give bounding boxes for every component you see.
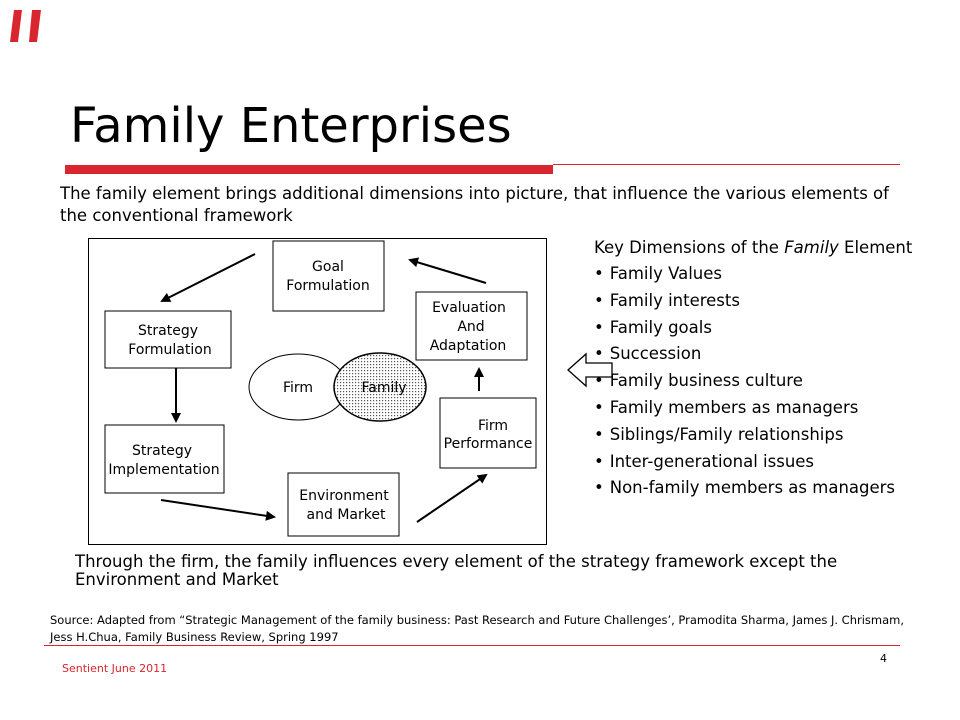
brand-logo-icon	[8, 8, 44, 48]
environment-line-1: Environment	[299, 488, 389, 504]
key-dimension-label: Succession	[609, 344, 702, 364]
page-number: 4	[880, 652, 887, 665]
arrow-goal-to-strategy	[162, 254, 255, 301]
bullet-marker: •	[594, 290, 604, 310]
bullet-marker: •	[594, 424, 604, 444]
key-dimensions-list	[594, 263, 914, 499]
strategy-implementation-line-2: Implementation	[108, 462, 220, 478]
environment-market-box	[288, 473, 399, 536]
footer-text: Sentient June 2011	[62, 662, 168, 675]
family-label: Family	[361, 380, 407, 396]
firm-performance-box	[440, 398, 536, 468]
left-arrow-icon	[566, 350, 614, 394]
key-dimension-item	[594, 451, 914, 473]
bullet-marker: •	[594, 371, 604, 391]
goal-formulation-box	[273, 241, 384, 311]
title-underline-accent	[65, 165, 553, 174]
evaluation-line-1: Evaluation	[432, 300, 506, 316]
strategy-framework-diagram	[88, 238, 548, 552]
environment-line-2: and Market	[306, 507, 386, 523]
goal-line-2: Formulation	[286, 278, 370, 294]
bullet-marker: •	[594, 451, 604, 471]
arrow-evaluation-to-goal	[410, 260, 486, 283]
bullet-marker: •	[594, 344, 604, 364]
strategy-implementation-box	[105, 425, 224, 493]
key-dimension-label: Family interests	[609, 290, 740, 310]
bullet-marker: •	[594, 478, 604, 498]
strategy-formulation-line-2: Formulation	[128, 342, 212, 358]
key-dimension-item	[594, 370, 914, 392]
key-dimension-label: Inter-generational issues	[609, 451, 815, 471]
strategy-formulation-line-1: Strategy	[138, 323, 198, 339]
bullet-marker: •	[594, 397, 604, 417]
firm-family-venn	[249, 353, 426, 421]
bullet-marker: •	[594, 264, 604, 283]
intro-text: The family element brings additional dimensions into picture, that influence the various elements of the conventional framework	[60, 184, 889, 225]
source-citation: Source: Adapted from “Strategic Management of the family business: Past Research and Future Challenges’, Pramodita Sharma, James J. Chrismam, Jess H.Chua, Family Business Review, Spring 1997	[50, 613, 905, 644]
key-dimension-item	[594, 290, 914, 312]
goal-line-1: Goal	[312, 259, 344, 275]
strategy-implementation-line-1: Strategy	[132, 443, 192, 459]
bullet-marker: •	[594, 317, 604, 337]
footer-rule	[44, 645, 900, 646]
key-dimension-item	[594, 317, 914, 339]
evaluation-adaptation-box	[416, 292, 527, 360]
key-dimension-item	[594, 343, 914, 365]
page-title: Family Enterprises	[70, 98, 512, 154]
arrow-implementation-to-environment	[161, 500, 274, 517]
evaluation-line-2: And	[457, 319, 485, 335]
key-dimension-label: Family members as managers	[609, 397, 859, 417]
firm-label: Firm	[282, 380, 314, 396]
evaluation-line-3: Adaptation	[429, 338, 507, 354]
key-dimension-label: Family goals	[609, 317, 712, 337]
arrow-environment-to-performance	[417, 475, 486, 522]
key-dimension-label: Family Values	[609, 264, 722, 283]
conclusion-text: Through the firm, the family influences every element of the strategy framework except the Environment and Market	[75, 552, 838, 589]
firm-performance-line-2: Performance	[443, 436, 533, 452]
key-dimensions-heading: Key Dimensions of the Family Element	[594, 238, 913, 257]
key-dimension-item	[594, 397, 914, 419]
key-dimension-item	[594, 477, 914, 499]
key-dimension-item	[594, 263, 914, 285]
firm-performance-line-1: Firm	[477, 418, 509, 434]
strategy-formulation-box	[105, 311, 231, 368]
title-underline-rule	[553, 164, 900, 165]
key-dimension-label: Non-family members as managers	[609, 478, 896, 498]
key-dimension-item	[594, 424, 914, 446]
key-dimension-label: Family business culture	[609, 371, 803, 391]
key-dimension-label: Siblings/Family relationships	[609, 424, 844, 444]
key-dimensions-panel	[594, 237, 914, 504]
